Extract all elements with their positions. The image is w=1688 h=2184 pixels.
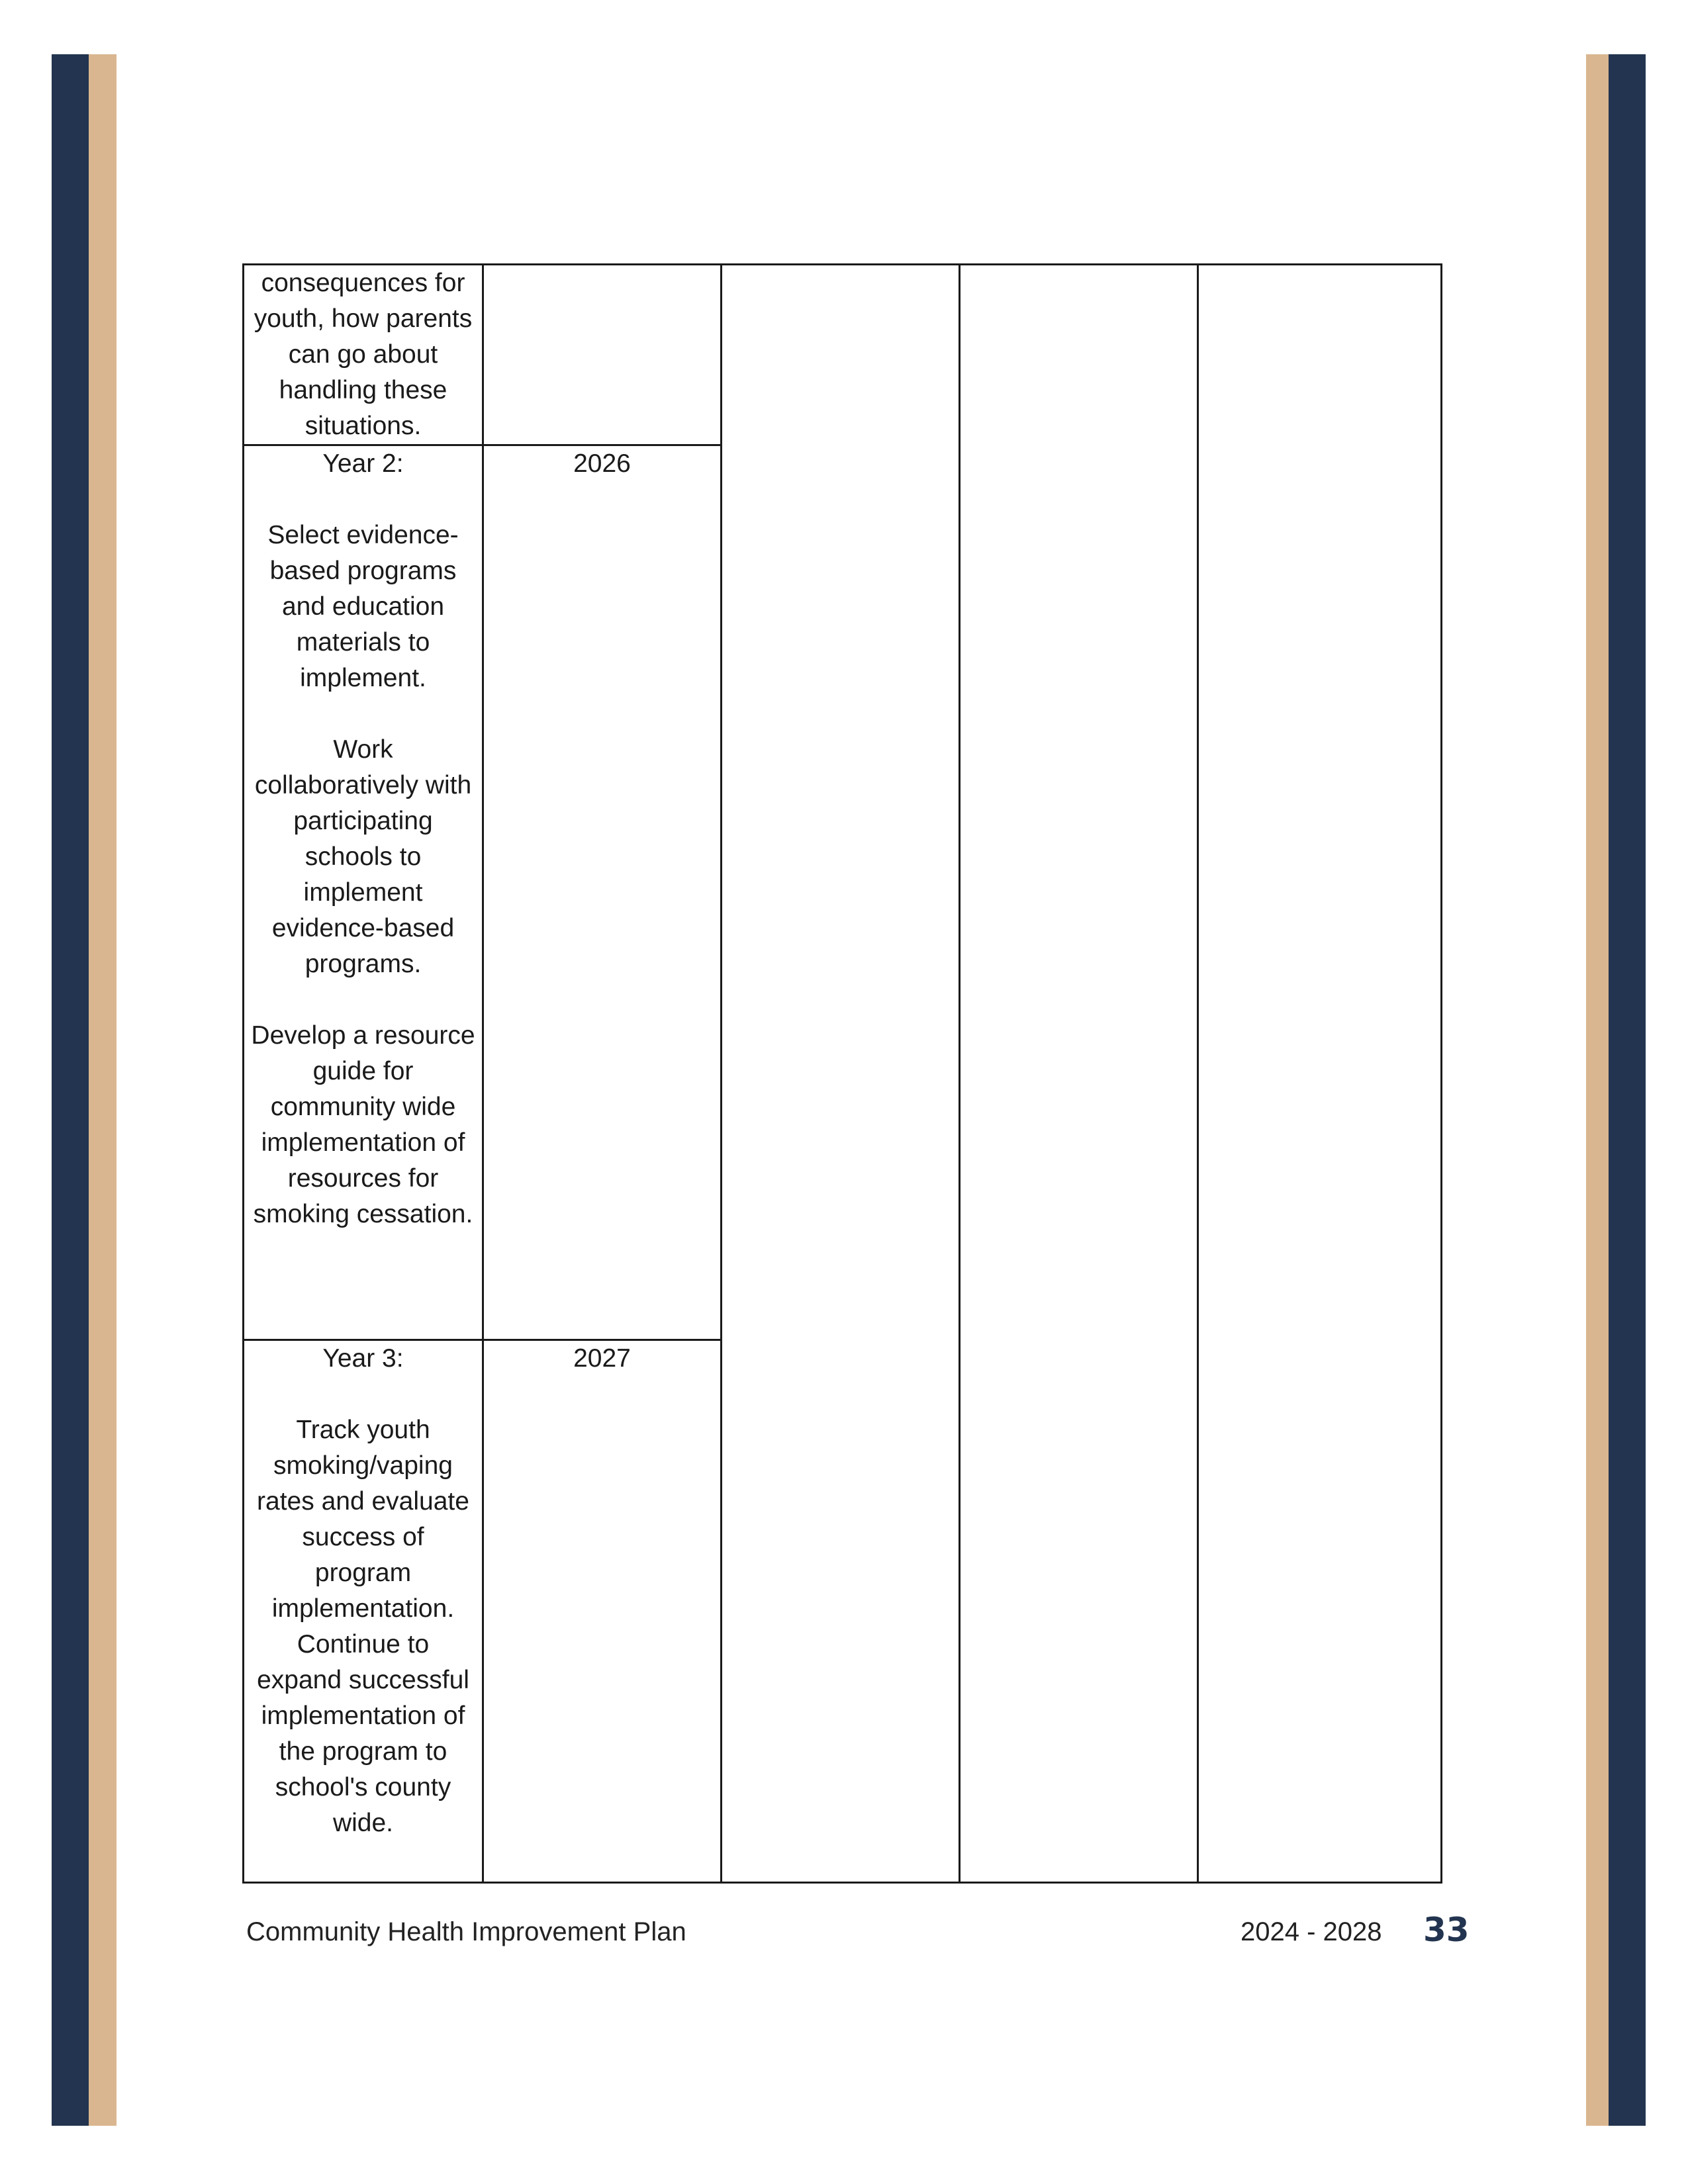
page-number: 33 — [1423, 1911, 1470, 1949]
empty-cell — [1198, 265, 1442, 1883]
activity-cell — [244, 265, 483, 445]
year-cell — [483, 445, 722, 1340]
year-text: 2027 — [573, 1344, 631, 1373]
activity-text: consequences for youth, how parents can go about handling these situations. — [254, 269, 473, 440]
action-plan-table — [242, 263, 1442, 1884]
right-tan-stripe — [1586, 54, 1609, 2126]
empty-cell — [722, 265, 960, 1883]
left-tan-stripe — [89, 54, 117, 2126]
left-navy-stripe — [52, 54, 89, 2126]
footer-plan-years: 2024 - 2028 — [1241, 1917, 1382, 1946]
right-navy-stripe — [1609, 54, 1646, 2126]
footer-document-title: Community Health Improvement Plan — [246, 1917, 686, 1946]
year-cell — [483, 1340, 722, 1883]
year-text: 2026 — [573, 449, 631, 478]
activity-text: Year 3: Track youth smoking/vaping rates and evaluate success of program implementation. Continue to expand successful implementation of the program to school's county wide. — [257, 1344, 469, 1837]
activity-cell — [244, 1340, 483, 1883]
empty-cell — [960, 265, 1198, 1883]
year-cell — [483, 265, 722, 445]
activity-text: Year 2: Select evidence- based programs and education materials to implement. Work collaboratively with participating schools to implement evidence-based programs. Develop a resource guide for community wide implementation of resources for smoking cessation. — [251, 449, 475, 1228]
table-row — [244, 265, 1442, 445]
activity-cell — [244, 445, 483, 1340]
